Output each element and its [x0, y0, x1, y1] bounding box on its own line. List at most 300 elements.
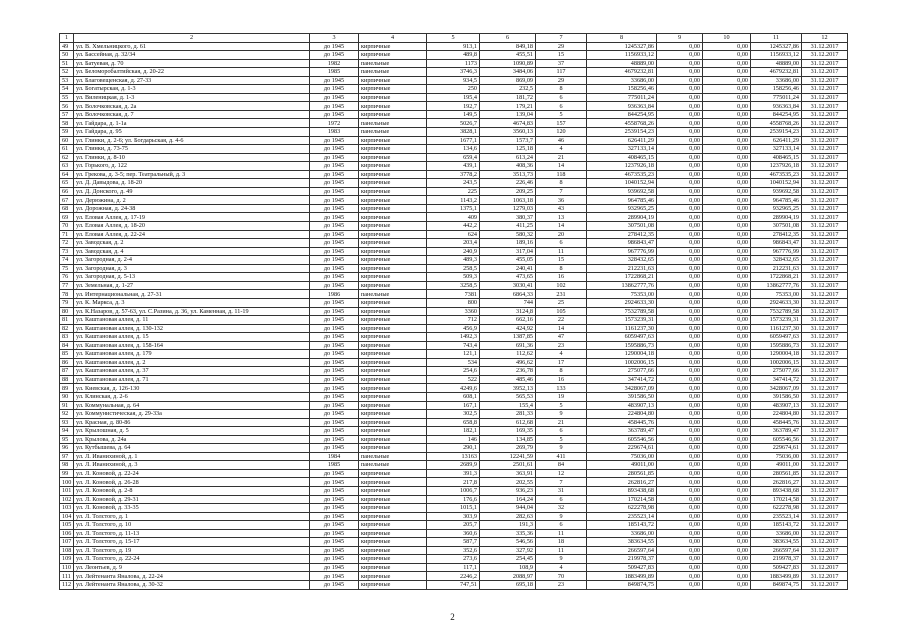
cell-col-11: 289904,19	[751, 213, 802, 222]
cell-col-7: 6	[536, 93, 587, 102]
cell-col-9: 0,00	[657, 145, 703, 154]
cell-date: 31.12.2017	[802, 324, 848, 333]
cell-build-year: до 1945	[310, 529, 359, 538]
cell-address: ул. Дорожная, д. 24-38	[74, 204, 310, 213]
cell-wall-material: кирпичные	[359, 273, 427, 282]
housing-table	[59, 33, 848, 590]
cell-col-7: 15	[536, 51, 587, 60]
cell-row-number: 81	[60, 316, 74, 325]
cell-wall-material: кирпичные	[359, 367, 427, 376]
column-header-12: 12	[802, 34, 848, 43]
cell-row-number: 101	[60, 486, 74, 495]
table-row	[60, 247, 848, 256]
cell-date: 31.12.2017	[802, 418, 848, 427]
cell-cost: 75036,00	[587, 452, 657, 461]
cell-row-number: 53	[60, 76, 74, 85]
cell-col-11: 1883499,89	[751, 572, 802, 581]
cell-total-area: 747,51	[427, 581, 480, 590]
cell-col-11: 75036,00	[751, 452, 802, 461]
cell-cost: 775011,24	[587, 93, 657, 102]
cell-cost: 33686,00	[587, 529, 657, 538]
cell-wall-material: кирпичные	[359, 435, 427, 444]
table-row	[60, 316, 848, 325]
cell-col-10: 0,00	[703, 136, 751, 145]
cell-wall-material: кирпичные	[359, 341, 427, 350]
cell-col-7: 9	[536, 555, 587, 564]
cell-col-10: 0,00	[703, 179, 751, 188]
cell-col-9: 0,00	[657, 444, 703, 453]
cell-col-11: 844254,95	[751, 110, 802, 119]
cell-col-10: 0,00	[703, 59, 751, 68]
cell-col-11: 391586,50	[751, 392, 802, 401]
column-header-6: 6	[480, 34, 536, 43]
cell-cost: 605546,56	[587, 435, 657, 444]
table-row	[60, 529, 848, 538]
cell-row-number: 77	[60, 281, 74, 290]
cell-wall-material: кирпичные	[359, 213, 427, 222]
cell-date: 31.12.2017	[802, 307, 848, 316]
cell-total-area: 522	[427, 375, 480, 384]
cell-build-year: до 1945	[310, 478, 359, 487]
cell-total-area: 225	[427, 187, 480, 196]
cell-cost: 275077,66	[587, 367, 657, 376]
cell-cost: 2539154,23	[587, 128, 657, 137]
cell-cost: 289904,19	[587, 213, 657, 222]
cell-row-number: 49	[60, 42, 74, 51]
cell-col-9: 0,00	[657, 179, 703, 188]
table-row	[60, 546, 848, 555]
cell-address: ул. Еловая Аллея, д. 17-19	[74, 213, 310, 222]
cell-row-number: 72	[60, 239, 74, 248]
cell-wall-material: кирпичные	[359, 281, 427, 290]
cell-address: ул. Благовещенская, д. 27-33	[74, 76, 310, 85]
cell-build-year: до 1945	[310, 341, 359, 350]
cell-cost: 363789,47	[587, 427, 657, 436]
cell-col-11: 622278,98	[751, 504, 802, 513]
cell-col-10: 0,00	[703, 110, 751, 119]
cell-col-7: 36	[536, 196, 587, 205]
table-row	[60, 572, 848, 581]
cell-address: ул. Л. Толстого, д. 1	[74, 512, 310, 521]
cell-row-number: 62	[60, 153, 74, 162]
cell-row-number: 80	[60, 307, 74, 316]
cell-col-10: 0,00	[703, 307, 751, 316]
cell-build-year: 1984	[310, 452, 359, 461]
cell-address: ул. Интернациональная, д. 27-31	[74, 290, 310, 299]
cell-col-9: 0,00	[657, 478, 703, 487]
cell-date: 31.12.2017	[802, 581, 848, 590]
cell-col-10: 0,00	[703, 392, 751, 401]
cell-total-area: 243,5	[427, 179, 480, 188]
cell-cost: 224804,80	[587, 410, 657, 419]
cell-total-area: 1015,1	[427, 504, 480, 513]
cell-address: ул. Л. Иванихиной, д. 1	[74, 452, 310, 461]
cell-date: 31.12.2017	[802, 427, 848, 436]
cell-cost: 219978,37	[587, 555, 657, 564]
cell-cost: 185143,72	[587, 521, 657, 530]
cell-row-number: 71	[60, 230, 74, 239]
cell-living-area: 580,32	[480, 230, 536, 239]
cell-address: ул. Л. Коновой, д. 26-28	[74, 478, 310, 487]
cell-build-year: до 1945	[310, 384, 359, 393]
cell-col-7: 4	[536, 145, 587, 154]
cell-row-number: 65	[60, 179, 74, 188]
cell-living-area: 496,62	[480, 358, 536, 367]
cell-living-area: 485,46	[480, 375, 536, 384]
cell-address: ул. Каштановая аллея, д. 15	[74, 333, 310, 342]
cell-col-10: 0,00	[703, 384, 751, 393]
cell-col-7: 46	[536, 136, 587, 145]
cell-col-10: 0,00	[703, 230, 751, 239]
cell-row-number: 57	[60, 110, 74, 119]
cell-living-area: 236,78	[480, 367, 536, 376]
cell-cost: 1161237,30	[587, 324, 657, 333]
cell-col-9: 0,00	[657, 555, 703, 564]
cell-col-9: 0,00	[657, 367, 703, 376]
cell-col-9: 0,00	[657, 392, 703, 401]
cell-col-7: 20	[536, 230, 587, 239]
cell-col-11: 936363,84	[751, 102, 802, 111]
cell-total-area: 203,4	[427, 239, 480, 248]
cell-cost: 278412,35	[587, 230, 657, 239]
cell-row-number: 52	[60, 68, 74, 77]
column-header-8: 8	[587, 34, 657, 43]
cell-col-7: 6	[536, 427, 587, 436]
cell-build-year: до 1945	[310, 469, 359, 478]
cell-address: ул. Л. Коновой, д. 29-31	[74, 495, 310, 504]
cell-living-area: 363,91	[480, 469, 536, 478]
table-row	[60, 444, 848, 453]
cell-col-7: 9	[536, 444, 587, 453]
cell-col-10: 0,00	[703, 213, 751, 222]
cell-cost: 458445,76	[587, 418, 657, 427]
cell-wall-material: панельные	[359, 119, 427, 128]
cell-build-year: до 1945	[310, 102, 359, 111]
cell-build-year: до 1945	[310, 324, 359, 333]
cell-cost: 280561,85	[587, 469, 657, 478]
cell-total-area: 5026,7	[427, 119, 480, 128]
table-row	[60, 136, 848, 145]
cell-date: 31.12.2017	[802, 42, 848, 51]
cell-date: 31.12.2017	[802, 264, 848, 273]
cell-row-number: 106	[60, 529, 74, 538]
cell-wall-material: кирпичные	[359, 145, 427, 154]
cell-living-area: 1387,85	[480, 333, 536, 342]
cell-col-7: 84	[536, 461, 587, 470]
table-row	[60, 51, 848, 60]
cell-total-area: 624	[427, 230, 480, 239]
cell-col-7: 157	[536, 119, 587, 128]
cell-wall-material: кирпичные	[359, 529, 427, 538]
table-row	[60, 187, 848, 196]
cell-living-area: 546,56	[480, 538, 536, 547]
cell-col-10: 0,00	[703, 555, 751, 564]
cell-row-number: 89	[60, 384, 74, 393]
cell-col-10: 0,00	[703, 401, 751, 410]
cell-col-11: 967776,99	[751, 247, 802, 256]
cell-living-area: 112,62	[480, 350, 536, 359]
cell-total-area: 117,1	[427, 563, 480, 572]
cell-date: 31.12.2017	[802, 367, 848, 376]
cell-date: 31.12.2017	[802, 222, 848, 231]
cell-col-9: 0,00	[657, 68, 703, 77]
cell-row-number: 54	[60, 85, 74, 94]
table-row	[60, 495, 848, 504]
cell-col-7: 16	[536, 273, 587, 282]
cell-cost: 158256,46	[587, 85, 657, 94]
cell-total-area: 7381	[427, 290, 480, 299]
cell-build-year: 1983	[310, 128, 359, 137]
cell-col-9: 0,00	[657, 128, 703, 137]
cell-col-9: 0,00	[657, 264, 703, 273]
cell-col-7: 4	[536, 563, 587, 572]
cell-build-year: до 1945	[310, 486, 359, 495]
cell-living-area: 3030,41	[480, 281, 536, 290]
cell-col-9: 0,00	[657, 230, 703, 239]
cell-col-11: 6059497,63	[751, 333, 802, 342]
cell-total-area: 934,5	[427, 76, 480, 85]
table-row	[60, 435, 848, 444]
cell-cost: 936363,84	[587, 102, 657, 111]
cell-wall-material: кирпичные	[359, 170, 427, 179]
cell-date: 31.12.2017	[802, 435, 848, 444]
cell-cost: 1002006,15	[587, 358, 657, 367]
cell-total-area: 273,6	[427, 555, 480, 564]
cell-col-11: 49011,00	[751, 461, 802, 470]
cell-col-7: 29	[536, 76, 587, 85]
cell-row-number: 79	[60, 298, 74, 307]
cell-row-number: 93	[60, 418, 74, 427]
table-row	[60, 324, 848, 333]
cell-col-11: 408465,15	[751, 153, 802, 162]
cell-build-year: до 1945	[310, 264, 359, 273]
cell-col-10: 0,00	[703, 204, 751, 213]
cell-total-area: 800	[427, 298, 480, 307]
cell-col-11: 383634,55	[751, 538, 802, 547]
cell-col-7: 9	[536, 512, 587, 521]
cell-col-9: 0,00	[657, 401, 703, 410]
cell-build-year: 1982	[310, 59, 359, 68]
cell-total-area: 3360	[427, 307, 480, 316]
cell-col-9: 0,00	[657, 427, 703, 436]
cell-build-year: до 1945	[310, 256, 359, 265]
cell-col-9: 0,00	[657, 153, 703, 162]
cell-address: ул. Киевская, д. 126-130	[74, 384, 310, 393]
cell-address: ул. Л. Толстого, д. 15-17	[74, 538, 310, 547]
cell-wall-material: кирпичные	[359, 136, 427, 145]
cell-living-area: 455,05	[480, 256, 536, 265]
cell-cost: 1245327,86	[587, 42, 657, 51]
cell-col-10: 0,00	[703, 333, 751, 342]
cell-col-7: 25	[536, 298, 587, 307]
cell-col-9: 0,00	[657, 273, 703, 282]
cell-col-7: 17	[536, 358, 587, 367]
cell-col-11: 3428067,09	[751, 384, 802, 393]
cell-build-year: до 1945	[310, 375, 359, 384]
cell-row-number: 110	[60, 563, 74, 572]
cell-col-7: 7	[536, 478, 587, 487]
cell-col-7: 8	[536, 264, 587, 273]
cell-date: 31.12.2017	[802, 358, 848, 367]
cell-col-9: 0,00	[657, 196, 703, 205]
cell-living-area: 240,41	[480, 264, 536, 273]
cell-build-year: 1985	[310, 68, 359, 77]
cell-col-11: 212231,63	[751, 264, 802, 273]
cell-total-area: 2246,2	[427, 572, 480, 581]
cell-row-number: 69	[60, 213, 74, 222]
cell-address: ул. Загородная, д. 3	[74, 264, 310, 273]
cell-address: ул. Каштановая аллея, д. 130-132	[74, 324, 310, 333]
cell-col-10: 0,00	[703, 273, 751, 282]
cell-wall-material: кирпичные	[359, 162, 427, 171]
cell-col-11: 158256,46	[751, 85, 802, 94]
cell-row-number: 59	[60, 128, 74, 137]
cell-wall-material: кирпичные	[359, 85, 427, 94]
cell-col-9: 0,00	[657, 93, 703, 102]
cell-col-10: 0,00	[703, 247, 751, 256]
cell-col-7: 21	[536, 418, 587, 427]
cell-address: ул. Клинская, д. 2-6	[74, 392, 310, 401]
cell-address: ул. Дерюжина, д. 2	[74, 196, 310, 205]
cell-total-area: 3828,1	[427, 128, 480, 137]
cell-col-9: 0,00	[657, 102, 703, 111]
table-row	[60, 333, 848, 342]
table-row	[60, 68, 848, 77]
cell-date: 31.12.2017	[802, 298, 848, 307]
cell-col-7: 6	[536, 521, 587, 530]
cell-row-number: 60	[60, 136, 74, 145]
cell-date: 31.12.2017	[802, 529, 848, 538]
cell-total-area: 205,7	[427, 521, 480, 530]
cell-date: 31.12.2017	[802, 316, 848, 325]
table-row	[60, 222, 848, 231]
cell-build-year: до 1945	[310, 179, 359, 188]
cell-col-10: 0,00	[703, 410, 751, 419]
cell-col-9: 0,00	[657, 307, 703, 316]
cell-col-11: 278412,35	[751, 230, 802, 239]
table-header-row	[60, 34, 848, 43]
cell-cost: 1040152,94	[587, 179, 657, 188]
cell-col-7: 15	[536, 256, 587, 265]
cell-living-area: 1279,03	[480, 204, 536, 213]
cell-cost: 1722868,21	[587, 273, 657, 282]
cell-build-year: до 1945	[310, 504, 359, 513]
cell-col-11: 893438,68	[751, 486, 802, 495]
cell-col-11: 327133,14	[751, 145, 802, 154]
cell-cost: 262816,27	[587, 478, 657, 487]
cell-col-10: 0,00	[703, 563, 751, 572]
cell-build-year: до 1945	[310, 196, 359, 205]
cell-col-9: 0,00	[657, 290, 703, 299]
cell-address: ул. Батуевая, д. 70	[74, 59, 310, 68]
cell-col-10: 0,00	[703, 119, 751, 128]
column-header-11: 11	[751, 34, 802, 43]
cell-address: ул. Волочковская, д. 7	[74, 110, 310, 119]
cell-build-year: до 1945	[310, 546, 359, 555]
cell-total-area: 176,6	[427, 495, 480, 504]
cell-wall-material: панельные	[359, 461, 427, 470]
column-header-9: 9	[657, 34, 703, 43]
cell-col-11: 2539154,23	[751, 128, 802, 137]
cell-cost: 13862777,76	[587, 281, 657, 290]
cell-cost: 1595886,73	[587, 341, 657, 350]
cell-address: ул. К.Назаров, д. 57-63, ул. С.Разина, д. 36, ул. Каменная, д. 11-19	[74, 307, 310, 316]
cell-col-9: 0,00	[657, 222, 703, 231]
cell-row-number: 91	[60, 401, 74, 410]
cell-row-number: 97	[60, 452, 74, 461]
cell-address: ул. Л. Коновой, д. 22-24	[74, 469, 310, 478]
table-row	[60, 42, 848, 51]
cell-col-11: 509427,83	[751, 563, 802, 572]
cell-date: 31.12.2017	[802, 170, 848, 179]
cell-build-year: до 1945	[310, 572, 359, 581]
column-header-1: 1	[60, 34, 74, 43]
cell-col-7: 4	[536, 350, 587, 359]
cell-date: 31.12.2017	[802, 256, 848, 265]
cell-date: 31.12.2017	[802, 384, 848, 393]
cell-build-year: до 1945	[310, 51, 359, 60]
cell-col-11: 1237926,18	[751, 162, 802, 171]
cell-total-area: 456,9	[427, 324, 480, 333]
cell-build-year: до 1945	[310, 85, 359, 94]
cell-col-9: 0,00	[657, 213, 703, 222]
cell-col-7: 8	[536, 367, 587, 376]
cell-living-area: 327,92	[480, 546, 536, 555]
cell-row-number: 73	[60, 247, 74, 256]
cell-total-area: 195,4	[427, 93, 480, 102]
table-row	[60, 59, 848, 68]
cell-total-area: 1375,1	[427, 204, 480, 213]
cell-total-area: 587,7	[427, 538, 480, 547]
cell-col-11: 1161237,30	[751, 324, 802, 333]
cell-living-area: 282,63	[480, 512, 536, 521]
cell-col-7: 32	[536, 504, 587, 513]
column-header-10: 10	[703, 34, 751, 43]
cell-wall-material: кирпичные	[359, 563, 427, 572]
cell-col-11: 347414,72	[751, 375, 802, 384]
cell-address: ул. Заводская, д. 2	[74, 239, 310, 248]
cell-living-area: 936,23	[480, 486, 536, 495]
cell-col-7: 5	[536, 110, 587, 119]
column-header-3: 3	[310, 34, 359, 43]
cell-col-9: 0,00	[657, 51, 703, 60]
cell-date: 31.12.2017	[802, 110, 848, 119]
cell-col-11: 483907,13	[751, 401, 802, 410]
cell-col-11: 932965,25	[751, 204, 802, 213]
cell-col-7: 231	[536, 290, 587, 299]
cell-col-11: 849874,75	[751, 581, 802, 590]
cell-living-area: 191,3	[480, 521, 536, 530]
cell-row-number: 74	[60, 256, 74, 265]
cell-col-7: 43	[536, 204, 587, 213]
cell-build-year: до 1945	[310, 187, 359, 196]
table-row	[60, 512, 848, 521]
cell-address: ул. Д. Давыдова, д. 18-20	[74, 179, 310, 188]
cell-wall-material: кирпичные	[359, 546, 427, 555]
cell-col-9: 0,00	[657, 298, 703, 307]
cell-living-area: 1063,18	[480, 196, 536, 205]
cell-col-10: 0,00	[703, 324, 751, 333]
cell-row-number: 61	[60, 145, 74, 154]
cell-row-number: 55	[60, 93, 74, 102]
cell-living-area: 3484,06	[480, 68, 536, 77]
cell-total-area: 302,5	[427, 410, 480, 419]
cell-wall-material: кирпичные	[359, 392, 427, 401]
cell-total-area: 13163	[427, 452, 480, 461]
cell-col-11: 1040152,94	[751, 179, 802, 188]
cell-address: ул. Каштановая аллея, д. 71	[74, 375, 310, 384]
cell-col-10: 0,00	[703, 581, 751, 590]
